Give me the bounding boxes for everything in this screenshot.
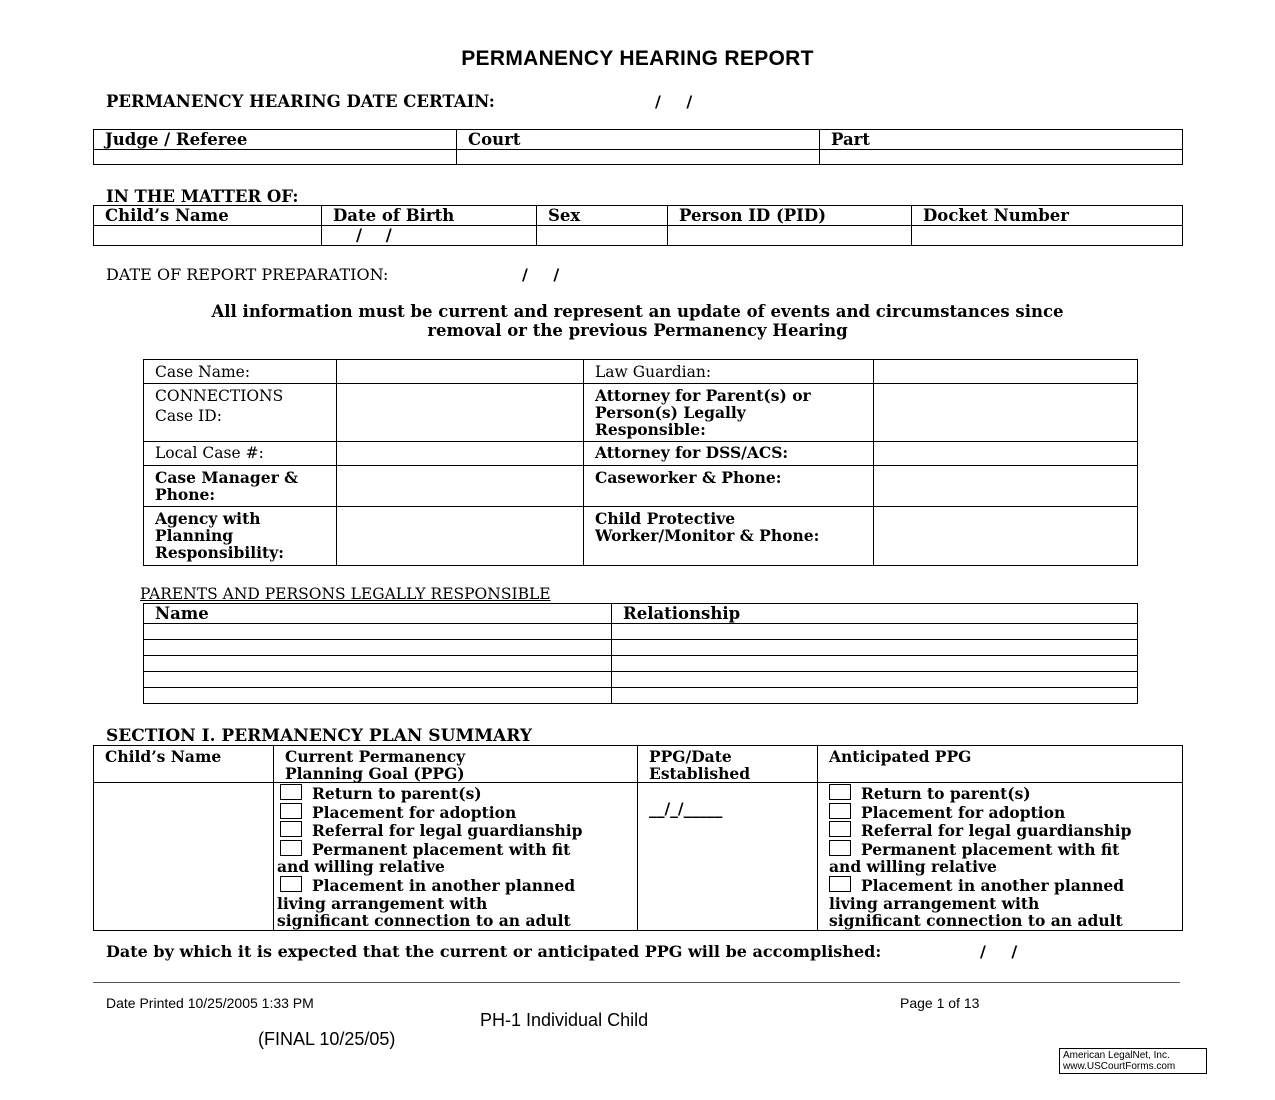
relationship-field[interactable] xyxy=(612,688,1138,704)
parent-name-field[interactable] xyxy=(144,688,612,704)
expected-date-value[interactable]: / / xyxy=(980,942,1018,961)
docket-number-field[interactable] xyxy=(912,226,1183,246)
sex-field[interactable] xyxy=(537,226,668,246)
parent-row xyxy=(144,688,1138,704)
relationship-field[interactable] xyxy=(612,640,1138,656)
anticipated-guardianship-checkbox[interactable] xyxy=(829,821,851,837)
sex-header: Sex xyxy=(537,206,668,226)
local-case-field[interactable] xyxy=(337,442,584,466)
report-prep-label: DATE OF REPORT PREPARATION: xyxy=(106,265,389,284)
docket-number-header: Docket Number xyxy=(912,206,1183,226)
page-title: PERMANENCY HEARING REPORT xyxy=(461,47,814,70)
judge-referee-field[interactable] xyxy=(94,150,457,165)
ppg-date-field[interactable]: __/_/_____ xyxy=(638,783,818,931)
date-printed: Date Printed 10/25/2005 1:33 PM xyxy=(106,995,314,1011)
judge-referee-header: Judge / Referee xyxy=(94,130,457,150)
expected-date-label: Date by which it is expected that the current or anticipated PPG will be accomplished: xyxy=(106,942,882,961)
parent-row xyxy=(144,672,1138,688)
connections-case-id-field[interactable] xyxy=(337,384,584,442)
hearing-date-label: PERMANENCY HEARING DATE CERTAIN: xyxy=(106,92,495,111)
current-return-checkbox[interactable] xyxy=(280,784,302,800)
page-number: Page 1 of 13 xyxy=(900,995,980,1011)
part-header: Part xyxy=(820,130,1183,150)
law-guardian-field[interactable] xyxy=(874,360,1138,384)
relationship-field[interactable] xyxy=(612,656,1138,672)
person-id-field[interactable] xyxy=(668,226,912,246)
case-manager-field[interactable] xyxy=(337,466,584,507)
current-relative-checkbox[interactable] xyxy=(280,840,302,856)
agency-label: Agency with Planning Responsibility: xyxy=(144,507,337,566)
relationship-field[interactable] xyxy=(612,672,1138,688)
anticipated-ppg-options: Return to parent(s) Placement for adoption Referral for legal guardianship Permanent placement with fit and willing relative Placement in another planned living arrangement with significant connection to an adult xyxy=(818,783,1183,931)
local-case-label: Local Case #: xyxy=(144,442,337,466)
childs-name-header: Child’s Name xyxy=(94,206,322,226)
current-adoption-checkbox[interactable] xyxy=(280,803,302,819)
court-header: Court xyxy=(457,130,820,150)
case-info-table xyxy=(143,359,1138,566)
legalnet-stamp: American LegalNet, Inc. www.USCourtForms.com xyxy=(1059,1048,1207,1074)
attorney-dss-field[interactable] xyxy=(874,442,1138,466)
parent-name-field[interactable] xyxy=(144,656,612,672)
section-1-heading: SECTION I. PERMANENCY PLAN SUMMARY xyxy=(106,726,532,746)
current-ppg-options: Return to parent(s) Placement for adoption Referral for legal guardianship Permanent placement with fit and willing relative Placement in another planned living arrangement with significant connection to an adult xyxy=(274,783,638,931)
current-guardianship-checkbox[interactable] xyxy=(280,821,302,837)
parents-table xyxy=(143,603,1138,704)
caseworker-field[interactable] xyxy=(874,466,1138,507)
matter-label: IN THE MATTER OF: xyxy=(106,187,299,206)
case-manager-label: Case Manager & Phone: xyxy=(144,466,337,507)
parent-name-field[interactable] xyxy=(144,624,612,640)
attorney-parents-field[interactable] xyxy=(874,384,1138,442)
parent-name-field[interactable] xyxy=(144,672,612,688)
childs-name-field[interactable] xyxy=(94,226,322,246)
anticipated-relative-checkbox[interactable] xyxy=(829,840,851,856)
attorney-dss-label: Attorney for DSS/ACS: xyxy=(584,442,874,466)
part-field[interactable] xyxy=(820,150,1183,165)
notice-text xyxy=(0,302,1275,340)
anticipated-appla-checkbox[interactable] xyxy=(829,876,851,892)
parent-name-header: Name xyxy=(144,604,612,624)
parent-row xyxy=(144,640,1138,656)
parent-row xyxy=(144,624,1138,640)
relationship-field[interactable] xyxy=(612,624,1138,640)
report-prep-value[interactable]: / / xyxy=(522,265,560,284)
case-name-label: Case Name: xyxy=(144,360,337,384)
anticipated-adoption-checkbox[interactable] xyxy=(829,803,851,819)
attorney-parents-label: Attorney for Parent(s) or Person(s) Legally Responsible: xyxy=(584,384,874,442)
anticipated-ppg-header: Anticipated PPG xyxy=(818,746,1183,783)
date-of-birth-header: Date of Birth xyxy=(322,206,537,226)
notice-line-2: removal or the previous Permanency Hearing xyxy=(427,321,848,340)
plan-childs-name-field[interactable] xyxy=(94,783,274,931)
current-appla-checkbox[interactable] xyxy=(280,876,302,892)
final-date: (FINAL 10/25/05) xyxy=(258,1029,396,1049)
connections-case-id-label: CONNECTIONS Case ID: xyxy=(144,384,337,442)
person-id-header: Person ID (PID) xyxy=(668,206,912,226)
court-field[interactable] xyxy=(457,150,820,165)
hearing-date-value[interactable]: / / xyxy=(655,92,693,111)
plan-childs-name-header: Child’s Name xyxy=(94,746,274,783)
footer-divider xyxy=(93,982,1180,983)
agency-field[interactable] xyxy=(337,507,584,566)
parent-row xyxy=(144,656,1138,672)
law-guardian-label: Law Guardian: xyxy=(584,360,874,384)
parent-name-field[interactable] xyxy=(144,640,612,656)
date-of-birth-field[interactable]: / / xyxy=(322,226,537,246)
form-name: PH-1 Individual Child xyxy=(480,1010,649,1030)
relationship-header: Relationship xyxy=(612,604,1138,624)
current-ppg-header: Current Permanency Planning Goal (PPG) xyxy=(274,746,638,783)
parents-heading: PARENTS AND PERSONS LEGALLY RESPONSIBLE xyxy=(140,585,551,603)
notice-line-1: All information must be current and represent an update of events and circumstances since xyxy=(211,302,1064,321)
judge-court-table xyxy=(93,129,1183,165)
child-protective-field[interactable] xyxy=(874,507,1138,566)
caseworker-label: Caseworker & Phone: xyxy=(584,466,874,507)
case-name-field[interactable] xyxy=(337,360,584,384)
child-protective-label: Child Protective Worker/Monitor & Phone: xyxy=(584,507,874,566)
anticipated-return-checkbox[interactable] xyxy=(829,784,851,800)
ppg-date-header: PPG/Date Established xyxy=(638,746,818,783)
permanency-plan-table xyxy=(93,745,1183,931)
matter-table xyxy=(93,205,1183,246)
